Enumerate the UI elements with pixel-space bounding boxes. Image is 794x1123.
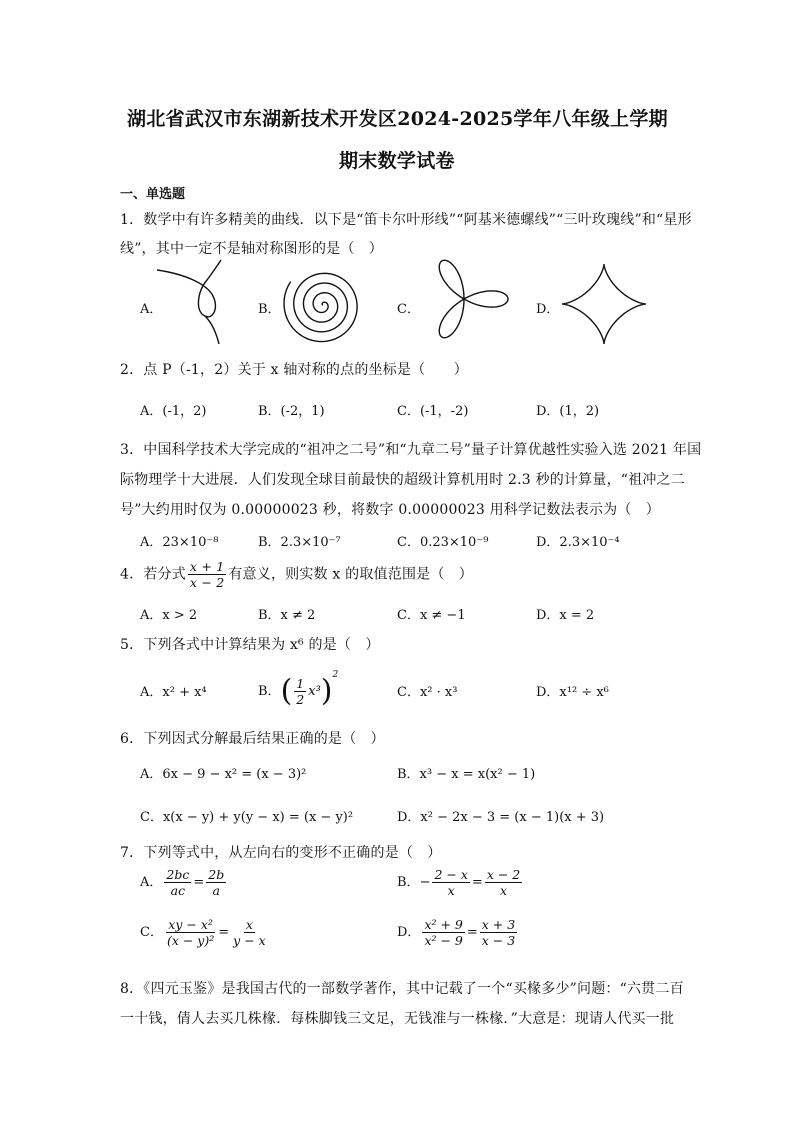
question-2-stem: 2．点 P（-1，2）关于 x 轴对称的点的坐标是（ ） (120, 362, 468, 378)
q7-c-left-num: xy − x² (168, 917, 213, 932)
q4-prefix: 4．若分式 (120, 566, 186, 583)
folium-of-descartes-icon (155, 258, 245, 348)
q1-option-a-label: A． (140, 302, 163, 317)
q7-c-right-den: y − x (233, 933, 266, 949)
q2-option-d: D．(1，2) (536, 404, 600, 419)
q7-option-a: A． $\frac{2bc}{ac}$ = $\frac{2b}{a}$ (140, 867, 225, 899)
q2-option-c: C．(-1，-2) (397, 404, 469, 419)
q7-d-left-den: x² − 9 (424, 933, 463, 949)
q7-a-label: A． (140, 875, 163, 891)
exam-title-line2: 期末数学试卷 (339, 150, 455, 172)
astroid-icon (560, 262, 648, 346)
q5-b-term: x³ (308, 684, 321, 699)
question-3-line2: 际物理学十大进展．人们发现全球目前最快的超级计算机用时 2.3 秒的计算量，“祖冲之二 (120, 472, 685, 488)
q7-a-left-num: 2bc (166, 867, 190, 882)
q7-d-left-fraction (422, 918, 464, 947)
q7-b-right-num: x − 2 (486, 867, 521, 882)
q7-d-right-num: x + 3 (481, 917, 516, 932)
q5-option-d: D．x¹² ÷ x⁶ (536, 685, 609, 700)
q3-option-b: B．2.3×10⁻⁷ (258, 535, 341, 550)
q4-option-a: A．x > 2 (140, 608, 198, 623)
q4-option-b: B．x ≠ 2 (258, 608, 316, 623)
q4-option-c: C．x ≠ −1 (397, 608, 466, 623)
q6-option-d: D．x² − 2x − 3 = (x − 1)(x + 3) (397, 810, 605, 825)
question-5-stem: 5．下列各式中计算结果为 x⁶ 的是（ ） (120, 637, 380, 653)
q5-b-numerator: 1 (296, 675, 305, 691)
question-3-line3: 号”大约用时仅为 0.00000023 秒，将数字 0.00000023 用科学记数法表示为（ ） (120, 502, 660, 518)
q2-option-a: A．(-1，2) (140, 404, 207, 419)
q7-d-right-den: x − 3 (481, 933, 516, 949)
q6-option-a: A．6x − 9 − x² = (x − 3)² (140, 767, 307, 782)
q5-option-c: C．x² · x³ (397, 685, 458, 700)
question-6-stem: 6．下列因式分解最后结果正确的是（ ） (120, 731, 385, 747)
question-8-line1: 8．《四元玉鉴》是我国古代的一部数学著作，其中记载了一个“买椽多少”问题：“六贯二百 (120, 981, 684, 997)
three-leaf-rose-icon (420, 259, 508, 351)
question-8-line2: 一十钱，倩人去买几株椽．每株脚钱三文足，无钱准与一株椽．”大意是：现请人代买一批 (120, 1011, 675, 1027)
q5-option-b-label: B． (258, 684, 281, 699)
question-3-line1: 3．中国科学技术大学完成的“祖冲之二号”和“九章二号”量子计算优越性实验入选 2021 年国 (120, 442, 702, 458)
q7-a-right-num: 2b (208, 867, 225, 882)
question-1-line2: 线”，其中一定不是轴对称图形的是（ ） (120, 241, 383, 257)
q7-b-right-den: x (500, 883, 508, 899)
q4-suffix: 有意义，则实数 x 的取值范围是（ ） (228, 566, 473, 583)
q7-d-left-num: x² + 9 (424, 917, 463, 932)
q3-option-a: A．23×10⁻⁸ (140, 535, 219, 550)
q5-b-exponent: 2 (332, 670, 339, 680)
q7-b-right-fraction (485, 868, 522, 897)
question-7-stem: 7．下列等式中，从左向右的变形不正确的是（ ） (120, 845, 442, 861)
q5-option-b-fraction (294, 677, 306, 706)
q5-option-b: B．( $\frac{1}{2}$ x³)$^2$ (258, 670, 339, 709)
q7-d-right-fraction (480, 918, 517, 947)
q3-option-d: D．2.3×10⁻⁴ (536, 535, 620, 550)
q7-option-b: B．− $\frac{2 - x}{x}$ = $\frac{x - 2}{x}$ (397, 867, 521, 899)
q7-b-left-den: x (447, 883, 455, 899)
q6-option-b: B．x³ − x = x(x² − 1) (397, 767, 536, 782)
question-4-stem (120, 560, 473, 589)
q7-d-label: D． (397, 925, 421, 941)
q1-option-c-label: C． (397, 302, 420, 317)
q7-c-left-den: (x − y)² (166, 933, 215, 949)
question-1-line1: 1．数学中有许多精美的曲线．以下是“笛卡尔叶形线”“阿基米德螺线”“三叶玫瑰线”和“星形 (120, 212, 692, 228)
q7-c-left-fraction (165, 918, 216, 947)
exam-title-line1: 湖北省武汉市东湖新技术开发区2024-2025学年八年级上学期 (127, 108, 668, 130)
q6-option-c: C．x(x − y) + y(y − x) = (x − y)² (140, 810, 354, 825)
q7-option-c: C． $\frac{\text{xy − x²}}{\text{(x − y)²}}$ = $\frac{x}{y - x}$ (140, 917, 266, 949)
q4-fraction-denominator: x − 2 (189, 575, 225, 591)
q7-c-right-num: x (245, 917, 253, 932)
q7-option-d: D． $\frac{\text{x² + 9}}{\text{x² − 9}}$ = $\frac{x + 3}{x - 3}$ (397, 917, 516, 949)
section-heading-single-choice: 一、单选题 (120, 187, 186, 202)
q1-option-d-label: D． (536, 302, 560, 317)
q4-fraction (188, 560, 226, 589)
q7-b-left-fraction (432, 868, 469, 897)
q5-option-a: A．x² + x⁴ (140, 685, 207, 700)
q7-b-label: B． (397, 875, 420, 891)
q5-b-denominator: 2 (296, 692, 305, 707)
q1-option-b-label: B． (258, 302, 281, 317)
q7-a-right-fraction (206, 868, 226, 897)
q4-option-d: D．x = 2 (536, 608, 595, 623)
q7-c-right-fraction (231, 918, 268, 947)
q7-b-sign: − (419, 875, 431, 891)
q7-a-left-fraction (164, 868, 191, 897)
q7-a-right-den: a (212, 883, 220, 899)
q2-option-b: B．(-2，1) (258, 404, 325, 419)
q7-b-left-num: 2 − x (434, 867, 468, 882)
q7-c-label: C． (140, 925, 163, 941)
q4-fraction-numerator: x + 1 (189, 559, 225, 574)
archimedean-spiral-icon (282, 264, 364, 346)
q7-a-left-den: ac (170, 883, 186, 899)
q3-option-c: C．0.23×10⁻⁹ (397, 535, 489, 550)
